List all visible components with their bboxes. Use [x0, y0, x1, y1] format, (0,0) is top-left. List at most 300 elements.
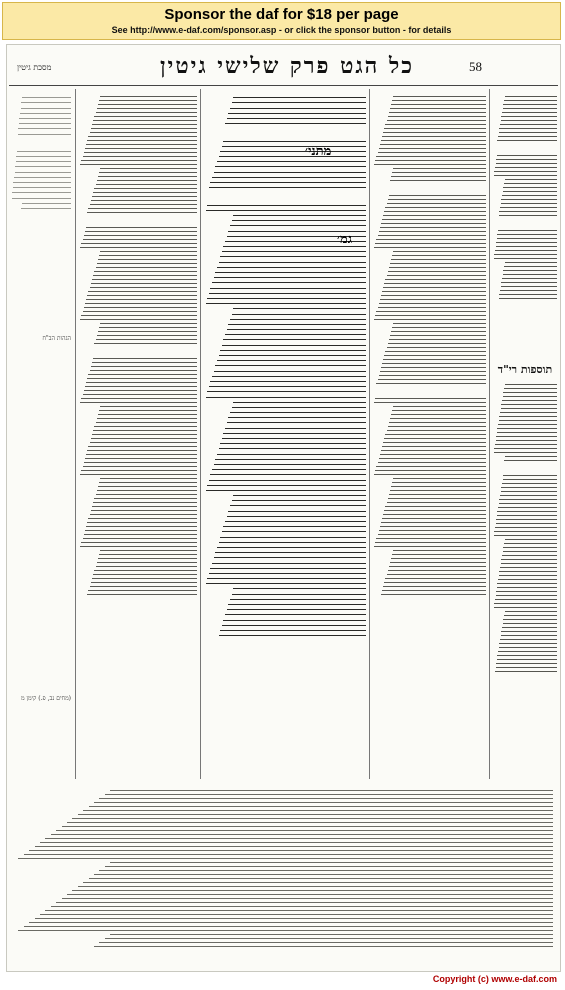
text-line [232, 102, 366, 103]
text-line [379, 303, 486, 304]
text-line [84, 152, 197, 153]
text-line [93, 502, 197, 503]
text-line [223, 620, 366, 621]
text-line [503, 191, 557, 192]
text-line [496, 436, 557, 437]
text-line [380, 227, 486, 228]
text-line [88, 136, 197, 137]
text-line [497, 587, 557, 588]
text-line [388, 343, 486, 344]
text-line [502, 400, 557, 401]
text-line [392, 255, 486, 256]
text-line [392, 410, 486, 411]
text-gap [373, 184, 486, 192]
text-line [56, 830, 553, 831]
text-line [383, 442, 486, 443]
text-line [499, 211, 557, 212]
text-line [19, 123, 71, 124]
text-line [86, 299, 197, 300]
text-line [390, 562, 486, 563]
text-line [375, 470, 486, 471]
text-line [225, 614, 366, 615]
text-line [378, 462, 486, 463]
text-line [497, 583, 557, 584]
text-line [383, 586, 486, 587]
text-line [232, 594, 366, 595]
text-line [233, 97, 366, 98]
bottom-notes [13, 787, 553, 965]
text-gap [373, 387, 486, 395]
text-line [220, 256, 366, 257]
text-line [385, 207, 486, 208]
text-line [389, 494, 486, 495]
text-line [96, 267, 197, 268]
text-line [228, 324, 366, 325]
text-line [499, 298, 557, 299]
column-divider [369, 89, 370, 779]
text-line [500, 207, 557, 208]
text-line [219, 262, 366, 263]
text-line [498, 230, 557, 231]
text-line [499, 571, 557, 572]
text-line [500, 639, 557, 640]
text-line [94, 271, 197, 272]
text-line [384, 128, 486, 129]
text-line [230, 505, 366, 506]
text-line [35, 846, 553, 847]
text-line [206, 210, 366, 211]
text-line [375, 243, 486, 244]
text-line [499, 132, 557, 133]
text-line [496, 523, 557, 524]
text-line [391, 259, 486, 260]
text-line [212, 177, 366, 178]
text-line [206, 397, 366, 398]
column-divider [489, 89, 490, 779]
text-line [97, 263, 197, 264]
text-line [387, 120, 486, 121]
text-line [391, 486, 486, 487]
sponsor-title[interactable]: Sponsor the daf for $18 per page [164, 6, 399, 23]
column-divider [75, 89, 76, 779]
text-line [383, 359, 486, 360]
text-line [387, 502, 486, 503]
text-line [105, 938, 553, 939]
text-line [92, 279, 197, 280]
text-line [385, 578, 486, 579]
text-line [87, 378, 197, 379]
text-line [501, 120, 557, 121]
text-line [383, 215, 486, 216]
text-line [389, 339, 486, 340]
text-line [210, 182, 366, 183]
text-line [384, 510, 486, 511]
text-line [209, 293, 366, 294]
text-line [380, 299, 486, 300]
text-line [502, 483, 557, 484]
text-line [382, 446, 486, 447]
text-line [105, 866, 553, 867]
text-line [376, 383, 486, 384]
text-line [503, 270, 557, 271]
text-line [501, 491, 557, 492]
text-line [85, 148, 197, 149]
text-line [382, 136, 486, 137]
text-line [494, 171, 557, 172]
text-line [35, 918, 553, 919]
text-line [209, 386, 366, 387]
text-line [378, 235, 486, 236]
text-line [379, 231, 486, 232]
text-gap [79, 347, 197, 355]
text-line [390, 418, 486, 419]
sponsor-subtitle[interactable]: See http://www.e-daf.com/sponsor.asp - or click the sponsor button - for details [111, 25, 452, 35]
text-line [99, 554, 197, 555]
text-line [80, 402, 197, 403]
text-line [91, 200, 197, 201]
margin-note-hagahot: הגהות הב"ח [42, 335, 71, 342]
text-line [21, 108, 71, 109]
text-line [390, 180, 486, 181]
text-line [215, 552, 366, 553]
text-line [393, 478, 486, 479]
text-line [90, 132, 197, 133]
text-line [99, 870, 553, 871]
text-line [93, 275, 197, 276]
text-line [494, 258, 557, 259]
text-line [223, 339, 366, 340]
text-line [209, 573, 366, 574]
text-line [232, 500, 366, 501]
text-line [45, 838, 553, 839]
text-line [381, 450, 486, 451]
text-line [385, 506, 486, 507]
text-line [84, 307, 197, 308]
text-gap [493, 464, 557, 472]
text-line [384, 438, 486, 439]
text-line [67, 894, 553, 895]
text-line [19, 118, 71, 119]
text-line [219, 542, 366, 543]
text-line [219, 355, 366, 356]
text-line [499, 643, 557, 644]
text-line [375, 160, 486, 161]
text-line [94, 498, 197, 499]
text-line [228, 417, 366, 418]
text-line [90, 586, 197, 587]
column-divider [200, 89, 201, 779]
text-line [100, 323, 197, 324]
text-line [502, 627, 557, 628]
text-line [380, 371, 486, 372]
text-line [85, 386, 197, 387]
text-line [504, 183, 557, 184]
text-line [387, 347, 486, 348]
text-line [96, 184, 197, 185]
text-line [500, 124, 557, 125]
text-line [223, 433, 366, 434]
text-line [385, 434, 486, 435]
text-line [98, 414, 197, 415]
text-line [390, 108, 486, 109]
text-line [503, 475, 557, 476]
text-line [387, 430, 486, 431]
text-line [207, 578, 366, 579]
text-line [210, 474, 366, 475]
text-line [374, 164, 486, 165]
text-line [96, 494, 197, 495]
text-line [498, 136, 557, 137]
mishna-label: מתני׳ [305, 144, 332, 159]
text-line [502, 195, 557, 196]
text-line [391, 414, 486, 415]
text-line [233, 308, 366, 309]
text-line [500, 412, 557, 413]
text-line [67, 822, 553, 823]
text-line [89, 878, 553, 879]
text-line [505, 179, 557, 180]
text-line [388, 116, 486, 117]
text-line [86, 382, 197, 383]
text-line [496, 242, 557, 243]
text-line [84, 534, 197, 535]
text-line [219, 635, 366, 636]
text-line [21, 208, 71, 209]
text-line [83, 394, 197, 395]
text-line [392, 100, 486, 101]
text-line [504, 388, 557, 389]
text-line [110, 790, 553, 791]
text-line [100, 251, 197, 252]
text-line [501, 199, 557, 200]
text-line [499, 294, 557, 295]
text-line [88, 446, 197, 447]
text-line [18, 128, 71, 129]
text-line [80, 247, 197, 248]
text-line [392, 172, 486, 173]
text-line [393, 550, 486, 551]
text-line [391, 104, 486, 105]
text-line [501, 635, 557, 636]
text-line [99, 798, 553, 799]
text-line [92, 434, 197, 435]
text-line [80, 474, 197, 475]
text-line [91, 510, 197, 511]
text-line [499, 499, 557, 500]
text-line [499, 647, 557, 648]
text-line [504, 460, 557, 461]
text-line [382, 518, 486, 519]
text-line [80, 319, 197, 320]
text-line [505, 539, 557, 540]
text-line [382, 291, 486, 292]
text-line [92, 196, 197, 197]
text-line [497, 515, 557, 516]
text-line [13, 187, 71, 188]
text-line [500, 290, 557, 291]
text-line [86, 227, 197, 228]
text-line [376, 239, 486, 240]
text-line [503, 479, 557, 480]
text-line [499, 416, 557, 417]
text-line [17, 151, 71, 152]
text-line [501, 559, 557, 560]
text-line [497, 511, 557, 512]
text-line [93, 574, 197, 575]
text-line [382, 363, 486, 364]
text-line [22, 97, 71, 98]
text-line [219, 448, 366, 449]
text-line [98, 104, 197, 105]
text-line [212, 376, 366, 377]
text-line [100, 550, 197, 551]
text-line [494, 452, 557, 453]
text-line [220, 537, 366, 538]
text-line [88, 208, 197, 209]
text-line [392, 554, 486, 555]
text-line [90, 287, 197, 288]
text-line [18, 858, 553, 859]
text-line [90, 442, 197, 443]
text-line [212, 282, 366, 283]
text-line [87, 450, 197, 451]
text-line [230, 412, 366, 413]
text-line [494, 607, 557, 608]
text-line [62, 826, 553, 827]
text-line [230, 225, 366, 226]
text-line [497, 655, 557, 656]
sponsor-banner[interactable] [2, 2, 561, 40]
text-line [230, 319, 366, 320]
text-line [505, 262, 557, 263]
gemara-column [204, 93, 366, 803]
margin-column-right [493, 93, 557, 358]
text-line [501, 631, 557, 632]
text-gap [204, 192, 366, 200]
margin-column-left [11, 93, 71, 783]
text-line [498, 507, 557, 508]
text-line [214, 371, 366, 372]
text-line [225, 428, 366, 429]
text-line [90, 204, 197, 205]
text-line [219, 156, 366, 157]
chapter-title: כל הגט פרק שלישי גיטין [159, 53, 415, 79]
text-line [87, 140, 197, 141]
text-line [383, 287, 486, 288]
text-line [225, 521, 366, 522]
text-line [24, 926, 553, 927]
text-line [496, 667, 557, 668]
text-line [233, 402, 366, 403]
text-line [374, 402, 486, 403]
text-line [393, 168, 486, 169]
text-line [15, 166, 71, 167]
text-line [499, 128, 557, 129]
text-line [86, 144, 197, 145]
text-line [18, 134, 71, 135]
text-line [81, 243, 197, 244]
text-line [504, 615, 557, 616]
text-line [496, 440, 557, 441]
text-line [381, 367, 486, 368]
text-line [100, 406, 197, 407]
text-line [504, 266, 557, 267]
text-line [385, 279, 486, 280]
text-line [387, 574, 486, 575]
text-line [206, 490, 366, 491]
text-line [83, 466, 197, 467]
text-line [222, 146, 366, 147]
text-line [501, 116, 557, 117]
text-line [90, 514, 197, 515]
text-line [13, 182, 71, 183]
text-line [91, 366, 197, 367]
text-line [212, 563, 366, 564]
text-line [388, 271, 486, 272]
text-line [389, 422, 486, 423]
text-line [80, 546, 197, 547]
text-line [29, 850, 553, 851]
text-line [72, 818, 553, 819]
text-line [505, 456, 557, 457]
text-line [94, 116, 197, 117]
text-line [100, 168, 197, 169]
text-line [81, 315, 197, 316]
text-line [87, 295, 197, 296]
header-rule [9, 85, 558, 86]
text-line [99, 410, 197, 411]
text-line [96, 566, 197, 567]
text-line [501, 563, 557, 564]
text-gap [79, 216, 197, 224]
text-line [497, 432, 557, 433]
text-line [227, 422, 366, 423]
text-line [393, 406, 486, 407]
text-line [500, 567, 557, 568]
text-gap [204, 128, 366, 136]
text-line [378, 534, 486, 535]
text-line [51, 906, 553, 907]
text-line [98, 486, 197, 487]
text-line [215, 166, 366, 167]
text-line [97, 335, 197, 336]
text-line [384, 211, 486, 212]
text-line [502, 278, 557, 279]
text-line [212, 469, 366, 470]
text-line [20, 113, 71, 114]
text-line [85, 303, 197, 304]
text-line [81, 542, 197, 543]
text-line [84, 390, 197, 391]
text-line [94, 874, 553, 875]
text-line [380, 526, 486, 527]
text-line [206, 583, 366, 584]
text-line [499, 503, 557, 504]
text-line [496, 163, 557, 164]
text-line [207, 298, 366, 299]
text-line [496, 591, 557, 592]
text-line [390, 490, 486, 491]
text-line [232, 220, 366, 221]
text-line [388, 498, 486, 499]
text-line [72, 890, 553, 891]
text-line [496, 519, 557, 520]
text-line [391, 176, 486, 177]
text-line [374, 247, 486, 248]
text-line [86, 526, 197, 527]
text-line [228, 113, 366, 114]
text-line [375, 315, 486, 316]
